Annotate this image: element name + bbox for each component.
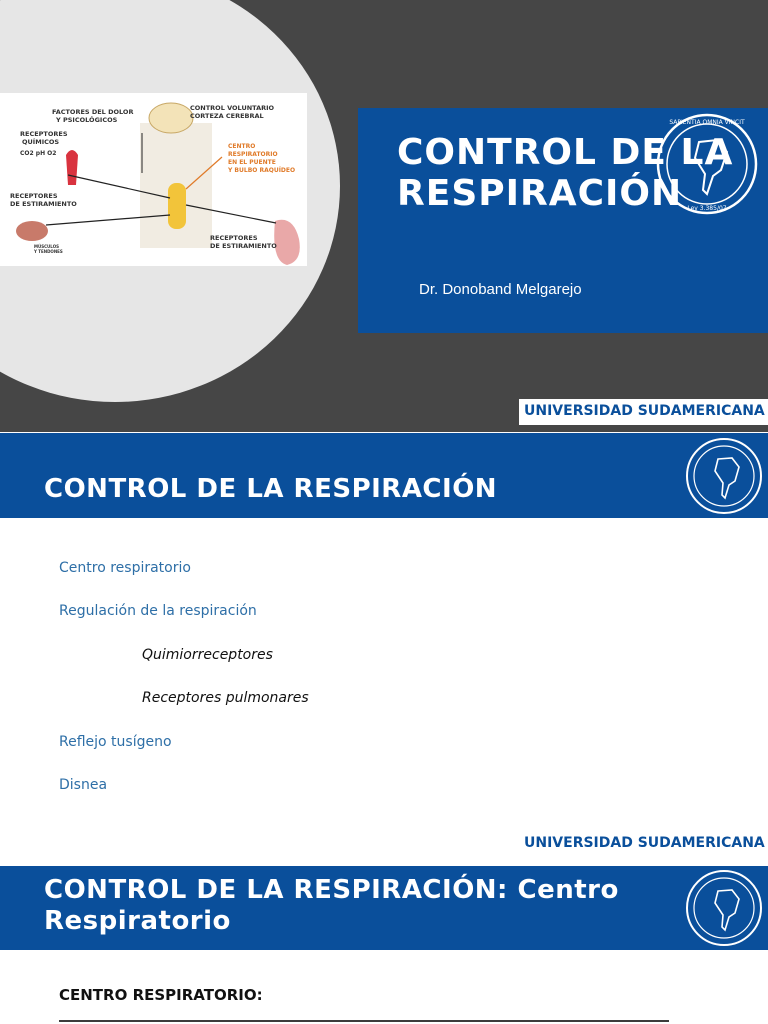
presentation-title: CONTROL DE LA RESPIRACIÓN: [397, 132, 734, 214]
label-chemo-1: RECEPTORES: [20, 130, 68, 138]
university-brand: UNIVERSIDAD SUDAMERICANA: [524, 403, 765, 419]
respiration-control-diagram: [0, 93, 307, 266]
list-item: Receptores pulmonares: [142, 690, 309, 706]
list-item: Centro respiratorio: [59, 560, 191, 576]
label-center-4: Y BULBO RAQUÍDEO: [228, 167, 296, 174]
brainstem-shape: [168, 183, 186, 229]
presenter-name: Dr. Donoband Melgarejo: [419, 281, 582, 298]
list-item: Reflejo tusígeno: [59, 734, 172, 750]
list-item: Regulación de la respiración: [59, 603, 257, 619]
university-seal-icon: [655, 112, 759, 216]
label-chemo-formula: CO2 pH O2: [20, 150, 57, 157]
brain-shape: [149, 103, 193, 133]
section-heading: CENTRO RESPIRATORIO:: [59, 986, 263, 1004]
label-muscles-1: MÚSCULOS: [34, 244, 59, 249]
label-pain-2: Y PSICOLÓGICOS: [56, 116, 118, 124]
label-chemo-2: QUÍMICOS: [22, 138, 60, 146]
label-muscles-2: Y TENDONES: [34, 249, 63, 254]
center-slide: [0, 866, 768, 1024]
label-center-2: RESPIRATORIO: [228, 151, 278, 158]
list-item: Disnea: [59, 777, 108, 793]
agenda-slide: [0, 433, 768, 865]
muscle-shape: [16, 221, 48, 241]
cropped-text-line: [59, 1016, 669, 1024]
label-stretch-left-1: RECEPTORES: [10, 192, 58, 200]
label-voluntary-1: CONTROL VOLUNTARIO: [190, 104, 275, 112]
list-item: Quimiorreceptores: [142, 647, 273, 663]
label-voluntary-2: CORTEZA CEREBRAL: [190, 112, 264, 120]
seal-top-text: SAPIENTIA OMNIA VINCIT: [669, 119, 745, 126]
university-brand: UNIVERSIDAD SUDAMERICANA: [524, 835, 765, 851]
university-seal-icon: [685, 869, 763, 947]
label-stretch-right-2: DE ESTIRAMIENTO: [210, 242, 277, 250]
label-stretch-left-2: DE ESTIRAMIENTO: [10, 200, 77, 208]
university-seal-icon: [685, 437, 763, 515]
lung-shape: [274, 220, 300, 265]
seal-bottom-text: Ley 3.385/07: [687, 205, 727, 212]
label-stretch-right-1: RECEPTORES: [210, 234, 258, 242]
aorta-shape: [66, 150, 78, 185]
label-center-1: CENTRO: [228, 143, 256, 150]
label-center-3: EN EL PUENTE: [228, 159, 276, 166]
agenda-title: CONTROL DE LA RESPIRACIÓN: [44, 474, 498, 504]
title-slide: [0, 0, 768, 432]
center-title: CONTROL DE LA RESPIRACIÓN: Centro Respiratorio: [44, 875, 619, 936]
label-pain-1: FACTORES DEL DOLOR: [52, 108, 134, 116]
